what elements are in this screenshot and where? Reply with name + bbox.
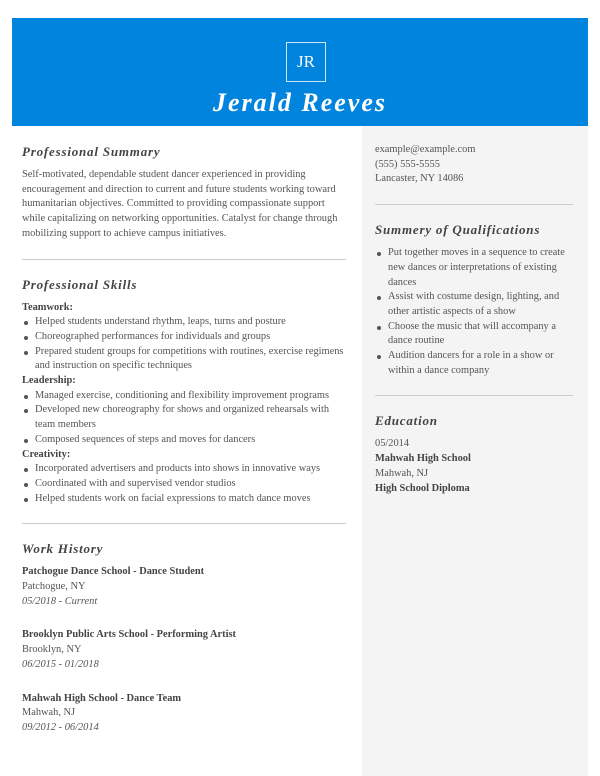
section-title: Summery of Qualifications bbox=[375, 222, 541, 238]
divider bbox=[375, 204, 573, 205]
divider bbox=[375, 395, 573, 396]
job-location: Patchogue, NY bbox=[22, 581, 86, 593]
list-item: Helped students work on facial expressions to match dance moves bbox=[22, 492, 346, 507]
summary-section bbox=[22, 143, 346, 242]
list-item: Prepared student groups for competitions with routines, exercise regimens and instruction on specific techniques bbox=[22, 345, 346, 374]
work-section bbox=[22, 540, 346, 735]
summary-text: Self-motivated, dependable student dancer experienced in providing encouragement and direction to current and future students working toward humanitarian objectives. Committed to providing compassionate support while capitalizing on networking opportunities. Catalyst for change through mobilizing support to achieve campus initiatives. bbox=[22, 169, 338, 239]
list-item: Choose the music that will accompany a dance routine bbox=[375, 320, 573, 349]
skill-list bbox=[22, 315, 346, 374]
job-entry: Patchogue Dance School - Dance Student Patchogue, NY 05/2018 - Current bbox=[22, 565, 346, 609]
list-item: Audition dancers for a role in a show or within a dance company bbox=[375, 349, 573, 378]
list-item: Assist with costume design, lighting, and other artistic aspects of a show bbox=[375, 290, 573, 319]
list-item: Managed exercise, conditioning and flexibility improvement programs bbox=[22, 389, 346, 404]
skill-list bbox=[22, 462, 346, 506]
job-location: Mahwah, NJ bbox=[22, 707, 76, 719]
list-item: Put together moves in a sequence to create new dances or interpretations of existing dances bbox=[375, 246, 573, 290]
qualifications-list bbox=[375, 246, 573, 378]
skill-group-label: Creativity: bbox=[22, 448, 71, 460]
sidebar-column bbox=[375, 143, 573, 496]
job-role: Performing Artist bbox=[156, 629, 236, 641]
qualifications-section bbox=[375, 221, 573, 378]
contact-email[interactable]: example@example.com bbox=[375, 144, 476, 155]
skill-group-label: Teamwork: bbox=[22, 301, 73, 313]
list-item: Helped students understand rhythm, leaps, turns and posture bbox=[22, 315, 346, 330]
job-entry: Brooklyn Public Arts School - Performing Artist Brooklyn, NY 06/2015 - 01/2018 bbox=[22, 628, 346, 672]
education-degree: High School Diploma bbox=[375, 482, 470, 494]
job-role: Dance Team bbox=[126, 692, 182, 704]
monogram: JR bbox=[286, 42, 326, 82]
education-date: 05/2014 bbox=[375, 438, 410, 450]
job-entry: Mahwah High School - Dance Team Mahwah, NJ 09/2012 - 06/2014 bbox=[22, 692, 346, 736]
education-school: Mahwah High School bbox=[375, 453, 471, 465]
job-location: Brooklyn, NY bbox=[22, 644, 82, 656]
list-item: Choreographed performances for individuals and groups bbox=[22, 330, 346, 345]
skill-group-label: Leadership: bbox=[22, 375, 76, 387]
education-location: Mahwah, NJ bbox=[375, 467, 429, 479]
main-column bbox=[22, 143, 346, 755]
section-title: Professional Summary bbox=[22, 144, 161, 159]
job-role: Dance Student bbox=[139, 566, 205, 578]
skill-list bbox=[22, 389, 346, 448]
contact-section bbox=[375, 143, 573, 187]
list-item: Incorporated advertisers and products into shows in innovative ways bbox=[22, 462, 346, 477]
list-item: Composed sequences of steps and moves for dancers bbox=[22, 433, 346, 448]
education-section bbox=[375, 412, 573, 496]
divider bbox=[22, 523, 346, 524]
skills-section bbox=[22, 276, 346, 507]
resume-header bbox=[12, 18, 588, 126]
candidate-name: Jerald Reeves bbox=[212, 88, 387, 117]
job-company: Patchogue Dance School bbox=[22, 566, 131, 578]
section-title: Education bbox=[375, 413, 438, 429]
contact-location: Lancaster, NY 14086 bbox=[375, 173, 464, 185]
list-item: Coordinated with and supervised vendor studios bbox=[22, 477, 346, 492]
list-item: Developed new choreography for shows and organized rehearsals with team members bbox=[22, 403, 346, 432]
divider bbox=[22, 259, 346, 260]
contact-phone: (555) 555-5555 bbox=[375, 158, 440, 170]
section-title: Professional Skills bbox=[22, 276, 138, 292]
job-dates: 06/2015 - 01/2018 bbox=[22, 658, 99, 670]
job-company: Mahwah High School bbox=[22, 692, 118, 704]
job-company: Brooklyn Public Arts School bbox=[22, 629, 148, 641]
job-dates: 05/2018 - Current bbox=[22, 595, 98, 607]
job-dates: 09/2012 - 06/2014 bbox=[22, 721, 99, 733]
section-title: Work History bbox=[22, 541, 104, 557]
